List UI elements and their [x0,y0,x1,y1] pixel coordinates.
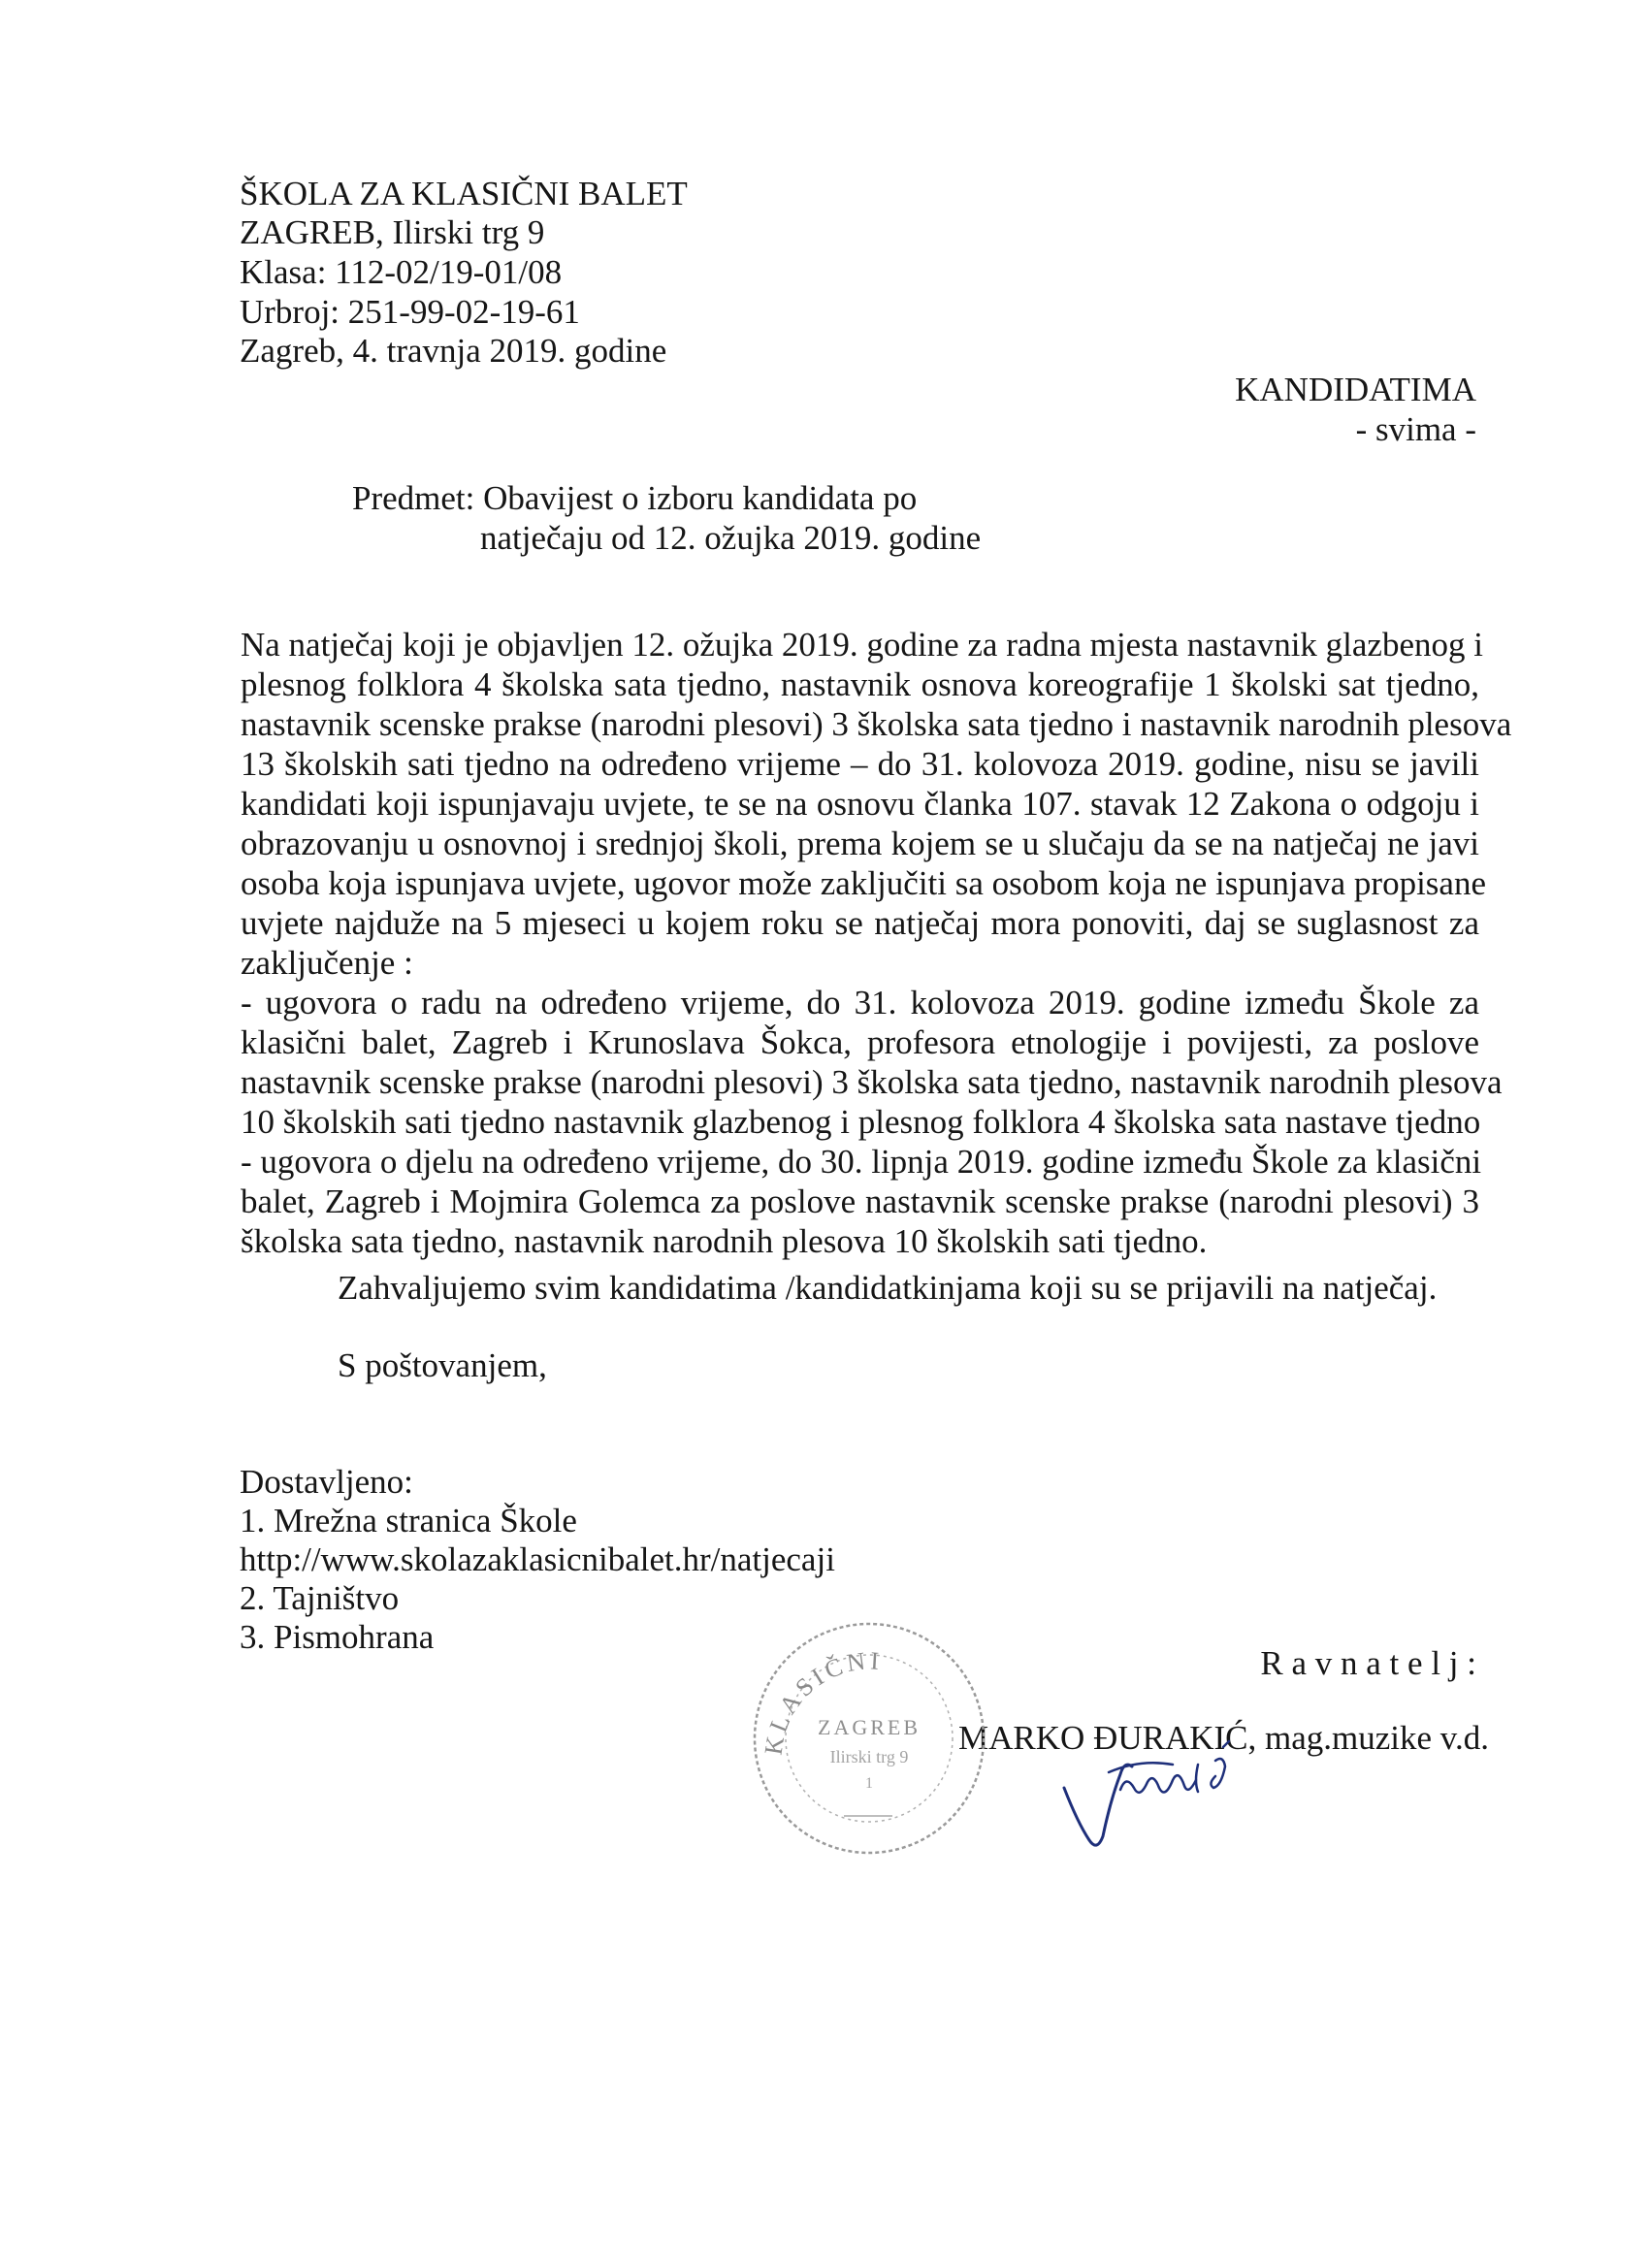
body-line: osoba koja ispunjava uvjete, ugovor može zaključiti sa osobom koja ne ispunjava propisane [241,864,1486,902]
signatory-title: R a v n a t e l j : [1260,1644,1476,1682]
body-line: Na natječaj koji je objavljen 12. ožujka 2019. godine za radna mjesta nastavnik glazbenog i [241,626,1483,664]
stamp-top-text: KLASIČNI [759,1646,884,1757]
subject-line-2: natječaju od 12. ožujka 2019. godine [480,519,982,557]
body-line: uvjete najduže na 5 mjeseci u kojem roku se natječaj mora ponoviti, daj se suglasnost za [241,904,1479,942]
body-line: 13 školskih sati tjedno na određeno vrijeme – do 31. kolovoza 2019. godine, nisu se javili [241,745,1479,783]
body-line: - ugovora o djelu na određeno vrijeme, do 30. lipnja 2019. godine između Škole za klasični [241,1143,1482,1181]
recipient-line-2: - svima - [1355,410,1476,448]
school-name: ŠKOLA ZA KLASIČNI BALET [240,175,688,212]
body-line: nastavnik scenske prakse (narodni plesovi) 3 školska sata tjedno, nastavnik narodnih plesova [241,1063,1503,1101]
distribution-item: 2. Tajništvo [240,1579,400,1617]
urbroj-number: Urbroj: 251-99-02-19-61 [240,293,580,331]
body-line: zaključenje : [241,944,413,982]
signature-icon [1052,1732,1237,1858]
body-line: školska sata tjedno, nastavnik narodnih plesova 10 školskih sati tjedno. [241,1222,1208,1260]
klasa-number: Klasa: 112-02/19-01/08 [240,253,563,291]
signatory-name: MARKO ĐURAKIĆ, mag.muzike v.d. [958,1719,1489,1757]
school-address: ZAGREB, Ilirski trg 9 [240,213,545,251]
stamp-street: Ilirski trg 9 [829,1747,909,1766]
stamp-city: ZAGREB [818,1715,921,1739]
body-line: plesnog folklora 4 školska sata tjedno, nastavnik osnova koreografije 1 školski sat tjedno, [241,665,1479,703]
body-line: klasični balet, Zagreb i Krunoslava Šokca, profesora etnologije i povijesti, za poslove [241,1023,1479,1061]
distribution-item: 3. Pismohrana [240,1618,435,1656]
body-line: kandidati koji ispunjavaju uvjete, te se na osnovu članka 107. stavak 12 Zakona o odgoju i [241,785,1479,823]
distribution-url: http://www.skolazaklasicnibalet.hr/natjecaji [240,1540,835,1578]
distribution-title: Dostavljeno: [240,1463,413,1501]
thanks-note: Zahvaljujemo svim kandidatima /kandidatkinjama koji su se prijavili na natječaj. [338,1269,1438,1307]
body-line: - ugovora o radu na određeno vrijeme, do 31. kolovoza 2019. godine između Škole za [241,984,1479,1021]
closing-salutation: S poštovanjem, [338,1346,547,1384]
recipient-line-1: KANDIDATIMA [1235,371,1476,408]
subject-line-1: Predmet: Obavijest o izboru kandidata po [352,479,918,517]
document-date: Zagreb, 4. travnja 2019. godine [240,332,667,370]
body-line: 10 školskih sati tjedno nastavnik glazbenog i plesnog folklora 4 školska sata nastave tjedno [241,1103,1481,1141]
body-line: balet, Zagreb i Mojmira Golemca za poslove nastavnik scenske prakse (narodni plesovi) 3 [241,1183,1479,1220]
stamp-number: 1 [865,1775,873,1792]
body-line: nastavnik scenske prakse (narodni plesovi) 3 školska sata tjedno i nastavnik narodnih plesova [241,705,1512,743]
official-stamp [747,1610,991,1864]
body-line: obrazovanju u osnovnoj i srednjoj školi, prema kojem se u slučaju da se na natječaj ne javi [241,825,1479,862]
svg-text:KLASIČNI [760,1646,884,1757]
distribution-item: 1. Mrežna stranica Škole [240,1502,577,1539]
